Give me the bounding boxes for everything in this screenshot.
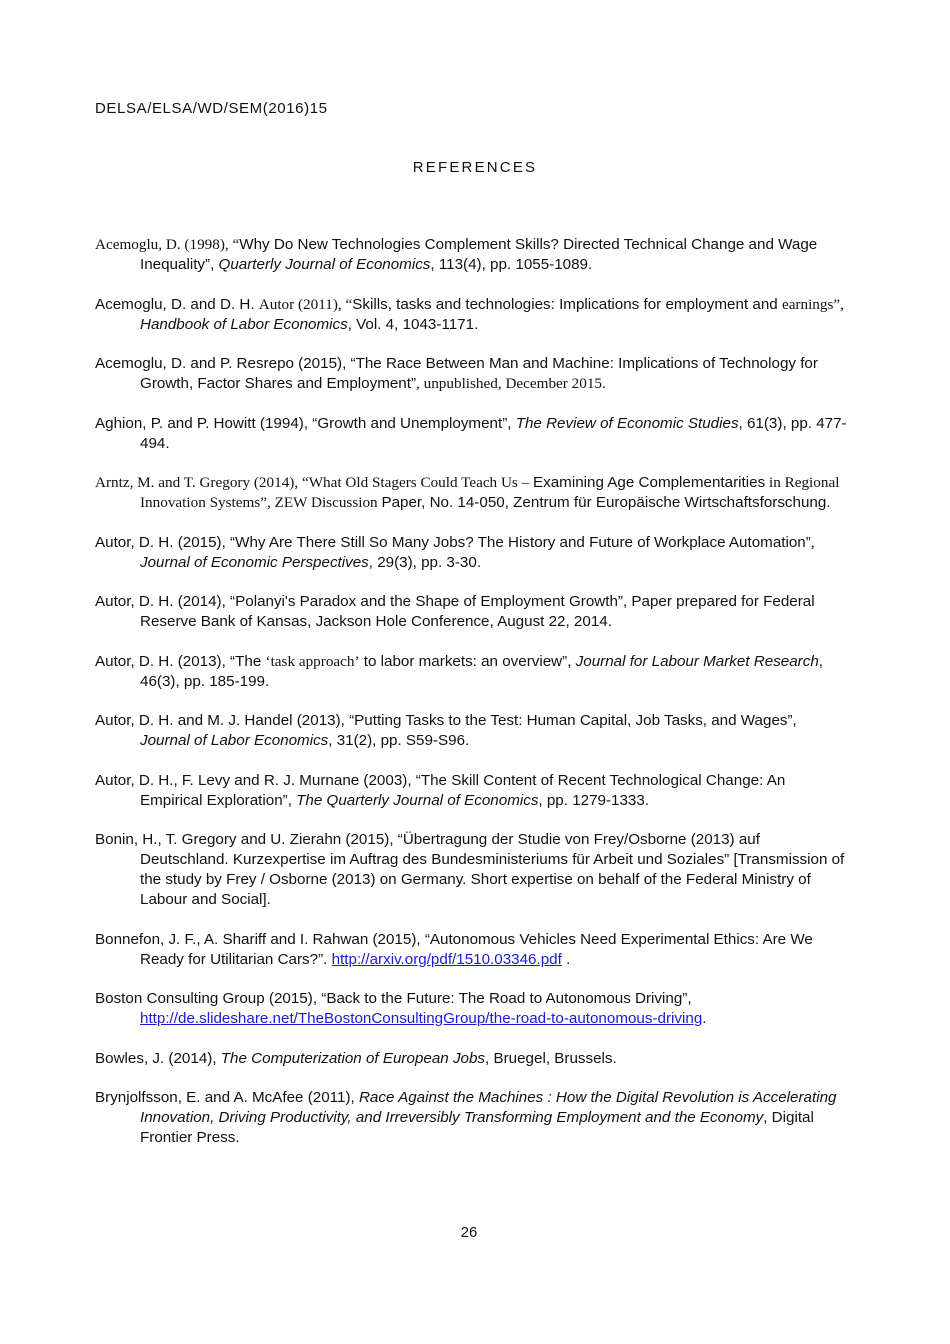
- reference-item: Autor, D. H. (2014), “Polanyi's Paradox and the Shape of Employment Growth”, Paper prepared for Federal Reserve Bank of Kansas, Jackson Hole Conference, August 22, 2014.: [95, 593, 815, 630]
- reference-item: Boston Consulting Group (2015), “Back to the Future: The Road to Autonomous Driving”, http://de.slideshare.net/TheBostonConsultingGroup/the-road-to-autonomous-driving.: [95, 990, 707, 1027]
- reference-link[interactable]: http://de.slideshare.net/TheBostonConsultingGroup/the-road-to-autonomous-driving: [140, 1010, 703, 1027]
- journal-title: Handbook of Labor Economics: [140, 315, 348, 333]
- reference-item: Arntz, M. and T. Gregory (2014), “What Old Stagers Could Teach Us – Examining Age Complementarities in Regional Innovation Systems”, ZEW Discussion Paper, No. 14-050, Zentrum für Europäische Wirtschaftsforschung.: [95, 474, 840, 511]
- reference-list: [95, 235, 847, 1168]
- reference-item: Acemoglu, D. and D. H. Autor (2011), “Skills, tasks and technologies: Implications for employment and earnings”, Handbook of Labor Economics, Vol. 4, 1043-1171.: [95, 295, 844, 333]
- journal-title: The Review of Economic Studies: [515, 414, 739, 432]
- document-id: DELSA/ELSA/WD/SEM(2016)15: [95, 100, 328, 117]
- reference-item: Acemoglu, D. and P. Resrepo (2015), “The Race Between Man and Machine: Implications of Technology for Growth, Factor Shares and Employment”, unpublished, December 2015.: [95, 355, 818, 392]
- section-title: REFERENCES: [412, 159, 538, 176]
- reference-item: Bowles, J. (2014), The Computerization of European Jobs, Bruegel, Brussels.: [95, 1049, 617, 1067]
- reference-item: Autor, D. H. and M. J. Handel (2013), “Putting Tasks to the Test: Human Capital, Job Tasks, and Wages”, Journal of Labor Economics, 31(2), pp. S59-S96.: [95, 712, 797, 749]
- journal-title: Journal of Economic Perspectives: [140, 553, 369, 571]
- reference-item: Bonin, H., T. Gregory and U. Zierahn (2015), “Übertragung der Studie von Frey/Osborne (2013) auf Deutschland. Kurzexpertise im Auftrag des Bundesministeriums für Arbeit und Soziales” [Transmission of the study by Frey / Osborne (2013) on Germany. Short expertise on behalf of the Federal Ministry of Labour and Social].: [95, 831, 845, 908]
- reference-item: Acemoglu, D. (1998), “Why Do New Technologies Complement Skills? Directed Technical Change and Wage Inequality”, Quarterly Journal of Economics, 113(4), pp. 1055-1089.: [95, 236, 818, 273]
- journal-title: Quarterly Journal of Economics: [218, 256, 431, 273]
- reference-item: Autor, D. H., F. Levy and R. J. Murnane (2003), “The Skill Content of Recent Technological Change: An Empirical Exploration”, The Quarterly Journal of Economics, pp. 1279-1333.: [95, 771, 786, 809]
- journal-title: Journal of Labor Economics: [140, 732, 329, 749]
- reference-item: Autor, D. H. (2015), “Why Are There Still So Many Jobs? The History and Future of Workplace Automation”, Journal of Economic Perspectives, 29(3), pp. 3-30.: [95, 533, 815, 571]
- journal-title: The Quarterly Journal of Economics: [296, 791, 539, 809]
- book-title: Race Against the Machines : How the Digital Revolution is Accelerating Innovation, Driving Productivity, and Irreversibly Transforming Employment and the Economy: [140, 1089, 837, 1126]
- journal-title: The Computerization of European Jobs: [220, 1049, 486, 1067]
- page-number: 26: [460, 1224, 478, 1241]
- reference-item: Aghion, P. and P. Howitt (1994), “Growth and Unemployment”, The Review of Economic Studies, 61(3), pp. 477-494.: [95, 414, 847, 452]
- reference-item: Brynjolfsson, E. and A. McAfee (2011), Race Against the Machines : How the Digital Revolution is Accelerating Innovation, Driving Productivity, and Irreversibly Transforming Employment and the Economy, Digital Frontier Press.: [95, 1089, 837, 1146]
- reference-item: Bonnefon, J. F., A. Shariff and I. Rahwan (2015), “Autonomous Vehicles Need Experimental Ethics: Are We Ready for Utilitarian Cars?”. http://arxiv.org/pdf/1510.03346.pdf .: [95, 930, 813, 968]
- reference-item: Autor, D. H. (2013), “The ‘task approach’ to labor markets: an overview”, Journal for Labour Market Research, 46(3), pp. 185-199.: [95, 652, 824, 690]
- journal-title: Journal for Labour Market Research: [575, 652, 819, 670]
- reference-link[interactable]: http://arxiv.org/pdf/1510.03346.pdf: [331, 950, 562, 968]
